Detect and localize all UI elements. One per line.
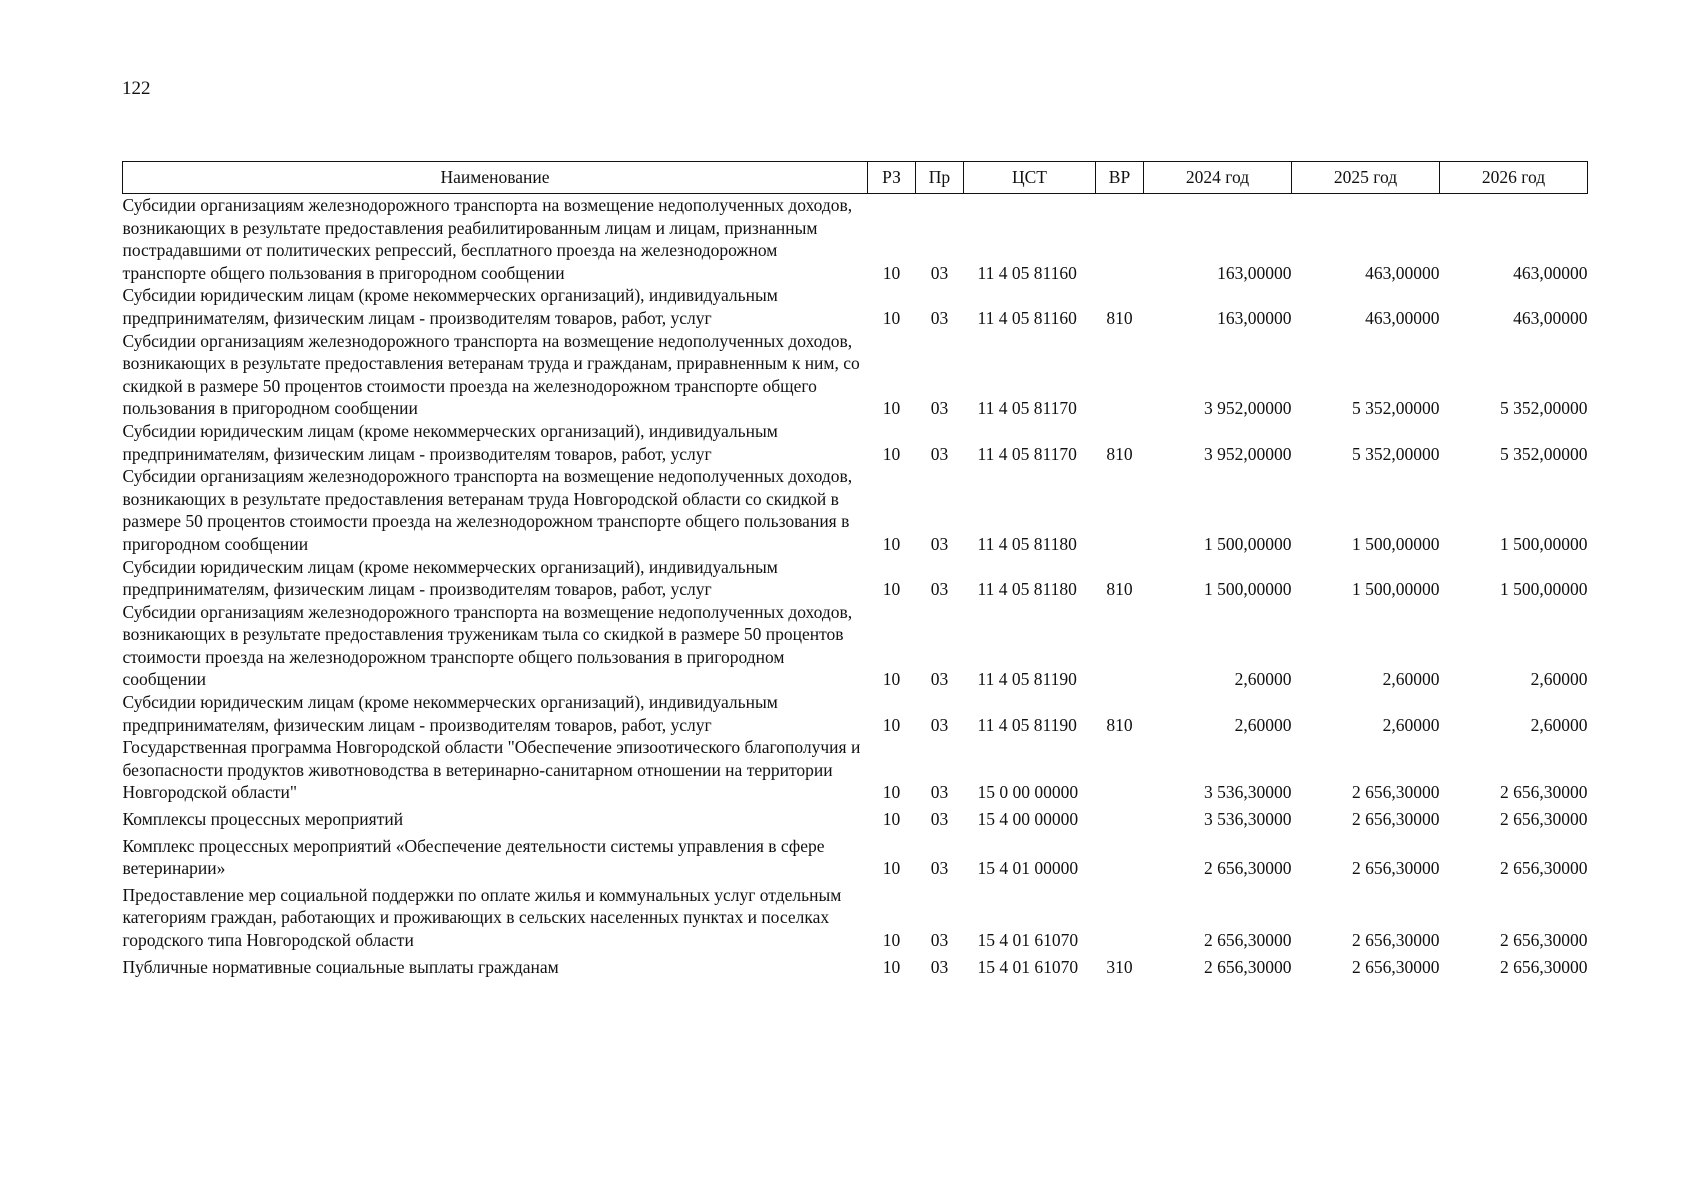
row-cst: 15 0 00 00000	[977, 782, 1079, 803]
table-row	[123, 601, 1588, 691]
row-vr: 310	[1106, 956, 1133, 977]
row-rz: 10	[882, 714, 901, 735]
row-2026: 5 352,00000	[1500, 443, 1588, 464]
row-2026: 2 656,30000	[1500, 858, 1588, 879]
row-rz: 10	[882, 398, 901, 419]
table-row	[123, 330, 1588, 420]
row-cst: 11 4 05 81170	[977, 443, 1077, 464]
row-pr: 03	[930, 262, 949, 283]
header-2026: 2026 год	[1440, 162, 1588, 194]
row-2025: 463,00000	[1365, 307, 1440, 328]
row-2024: 3 536,30000	[1204, 782, 1292, 803]
row-vr	[1096, 194, 1144, 285]
row-2026: 2,60000	[1530, 669, 1588, 690]
budget-table	[122, 161, 1588, 978]
row-2025: 5 352,00000	[1352, 398, 1440, 419]
table-row	[123, 831, 1588, 880]
row-vr: 810	[1106, 579, 1133, 600]
table-header	[123, 162, 1588, 194]
row-vr	[1096, 330, 1144, 420]
row-name: Комплексы процессных мероприятий	[122, 809, 404, 830]
row-2026: 463,00000	[1513, 307, 1588, 328]
row-rz: 10	[882, 307, 901, 328]
header-pr: Пр	[916, 162, 964, 194]
row-name: Публичные нормативные социальные выплаты гражданам	[122, 956, 559, 977]
row-2026: 2 656,30000	[1500, 782, 1588, 803]
row-cst: 11 4 05 81160	[977, 307, 1077, 328]
row-cst: 15 4 01 61070	[977, 956, 1079, 977]
row-rz: 10	[882, 579, 901, 600]
row-2025: 5 352,00000	[1352, 443, 1440, 464]
row-rz: 10	[882, 533, 901, 554]
row-vr	[1096, 804, 1144, 831]
row-cst: 15 4 00 00000	[977, 809, 1079, 830]
table-row	[123, 691, 1588, 736]
table-row	[123, 880, 1588, 952]
row-vr: 810	[1106, 714, 1133, 735]
row-2026: 2 656,30000	[1500, 809, 1588, 830]
row-name: Субсидии юридическим лицам (кроме некоммерческих организаций), индивидуальным предпринимателям, физическим лицам - производителям товаров, работ, услуг	[122, 420, 778, 464]
row-rz: 10	[882, 669, 901, 690]
row-rz: 10	[882, 956, 901, 977]
row-pr: 03	[930, 809, 949, 830]
header-cst: ЦСТ	[964, 162, 1096, 194]
row-vr	[1096, 736, 1144, 804]
row-pr: 03	[930, 533, 949, 554]
row-cst: 15 4 01 61070	[977, 930, 1079, 950]
row-2024: 1 500,00000	[1204, 533, 1292, 554]
row-vr: 810	[1106, 443, 1133, 464]
row-2024: 163,00000	[1217, 307, 1292, 328]
row-2024: 3 952,00000	[1204, 398, 1292, 419]
row-2024: 2 656,30000	[1204, 858, 1292, 879]
row-pr: 03	[930, 930, 949, 950]
header-2024: 2024 год	[1144, 162, 1292, 194]
table-row	[123, 284, 1588, 329]
table-row	[123, 465, 1588, 555]
row-name: Субсидии организациям железнодорожного транспорта на возмещение недополученных доходов, возникающих в результате предоставления труженикам тыла со скидкой в размере 50 процентов стоимости проезда на железнодорожном транспорте общего пользования в пригородном сообщении	[122, 601, 853, 690]
row-vr	[1096, 601, 1144, 691]
row-cst: 11 4 05 81190	[977, 669, 1077, 690]
row-rz: 10	[882, 930, 901, 950]
row-pr: 03	[930, 579, 949, 600]
row-name: Комплекс процессных мероприятий «Обеспечение деятельности системы управления в сфере ветеринарии»	[122, 835, 825, 879]
row-cst: 11 4 05 81190	[977, 714, 1077, 735]
row-2025: 2 656,30000	[1352, 956, 1440, 977]
row-2025: 2,60000	[1382, 669, 1440, 690]
row-pr: 03	[930, 669, 949, 690]
row-2026: 2 656,30000	[1500, 930, 1588, 950]
row-cst: 11 4 05 81180	[977, 533, 1077, 554]
row-vr	[1096, 831, 1144, 880]
row-2024: 3 952,00000	[1204, 443, 1292, 464]
row-2024: 163,00000	[1217, 262, 1292, 283]
row-pr: 03	[930, 782, 949, 803]
row-2024: 1 500,00000	[1204, 579, 1292, 600]
row-2026: 2,60000	[1530, 714, 1588, 735]
row-rz: 10	[882, 782, 901, 803]
row-2026: 1 500,00000	[1500, 579, 1588, 600]
row-2024: 2 656,30000	[1204, 956, 1292, 977]
table-row	[123, 556, 1588, 601]
row-pr: 03	[930, 307, 949, 328]
row-rz: 10	[882, 858, 901, 879]
header-rz: РЗ	[868, 162, 916, 194]
row-rz: 10	[882, 262, 901, 283]
table-row	[123, 736, 1588, 804]
row-pr: 03	[930, 443, 949, 464]
header-name: Наименование	[123, 162, 868, 194]
row-2026: 1 500,00000	[1500, 533, 1588, 554]
row-cst: 11 4 05 81180	[977, 579, 1077, 600]
row-2025: 1 500,00000	[1352, 533, 1440, 554]
page-number: 122	[122, 78, 151, 99]
row-name: Субсидии организациям железнодорожного транспорта на возмещение недополученных доходов, возникающих в результате предоставления реабилитированным лицам и лицам, признанным пострадавшими от политических репрессий, бесплатного проезда на железнодорожном транспорте общего пользования в пригородном сообщении	[122, 195, 853, 283]
row-name: Государственная программа Новгородской области "Обеспечение эпизоотического благополучия и безопасности продуктов животноводства в ветеринарно-санитарном отношении на территории Новгородской области"	[122, 737, 861, 803]
row-2025: 2 656,30000	[1352, 809, 1440, 830]
table-body	[123, 194, 1588, 979]
header-2025: 2025 год	[1292, 162, 1440, 194]
row-name: Предоставление мер социальной поддержки по оплате жилья и коммунальных услуг отдельным категориям граждан, работающих и проживающих в сельских населенных пунктах и поселках городского типа Новгородской области	[122, 884, 842, 950]
row-cst: 11 4 05 81170	[977, 398, 1077, 419]
row-2025: 2 656,30000	[1352, 930, 1440, 950]
row-2025: 2,60000	[1382, 714, 1440, 735]
row-2026: 2 656,30000	[1500, 956, 1588, 977]
row-pr: 03	[930, 398, 949, 419]
table-row	[123, 420, 1588, 465]
row-2024: 2 656,30000	[1204, 930, 1292, 950]
row-name: Субсидии организациям железнодорожного транспорта на возмещение недополученных доходов, возникающих в результате предоставления ветеранам труда и гражданам, приравненным к ним, со скидкой в размере 50 процентов стоимости проезда на железнодорожном транспорте общего пользования в пригородном сообщении	[122, 330, 860, 419]
row-2026: 5 352,00000	[1500, 398, 1588, 419]
row-rz: 10	[882, 443, 901, 464]
row-name: Субсидии организациям железнодорожного транспорта на возмещение недополученных доходов, возникающих в результате предоставления ветеранам труда Новгородской области со скидкой в размере 50 процентов стоимости проезда на железнодорожном транспорте общего пользования в пригородном сообщении	[122, 466, 853, 554]
table-row	[123, 952, 1588, 979]
row-name: Субсидии юридическим лицам (кроме некоммерческих организаций), индивидуальным предпринимателям, физическим лицам - производителям товаров, работ, услуг	[122, 285, 778, 328]
row-2025: 2 656,30000	[1352, 858, 1440, 879]
row-vr	[1096, 465, 1144, 555]
row-rz: 10	[882, 809, 901, 830]
row-2024: 2,60000	[1234, 714, 1292, 735]
row-name: Субсидии юридическим лицам (кроме некоммерческих организаций), индивидуальным предпринимателям, физическим лицам - производителям товаров, работ, услуг	[122, 692, 778, 735]
row-2025: 1 500,00000	[1352, 579, 1440, 600]
row-cst: 11 4 05 81160	[977, 262, 1077, 283]
table-row	[123, 194, 1588, 285]
row-cst: 15 4 01 00000	[977, 858, 1079, 879]
row-pr: 03	[930, 956, 949, 977]
header-vr: ВР	[1096, 162, 1144, 194]
row-pr: 03	[930, 714, 949, 735]
table-row	[123, 804, 1588, 831]
row-vr	[1096, 880, 1144, 952]
row-2024: 2,60000	[1234, 669, 1292, 690]
row-pr: 03	[930, 858, 949, 879]
row-vr: 810	[1106, 307, 1133, 328]
row-2025: 2 656,30000	[1352, 782, 1440, 803]
row-2026: 463,00000	[1513, 262, 1588, 283]
row-2025: 463,00000	[1365, 262, 1440, 283]
header-row	[123, 162, 1588, 194]
row-name: Субсидии юридическим лицам (кроме некоммерческих организаций), индивидуальным предпринимателям, физическим лицам - производителям товаров, работ, услуг	[122, 556, 778, 600]
row-2024: 3 536,30000	[1204, 809, 1292, 830]
